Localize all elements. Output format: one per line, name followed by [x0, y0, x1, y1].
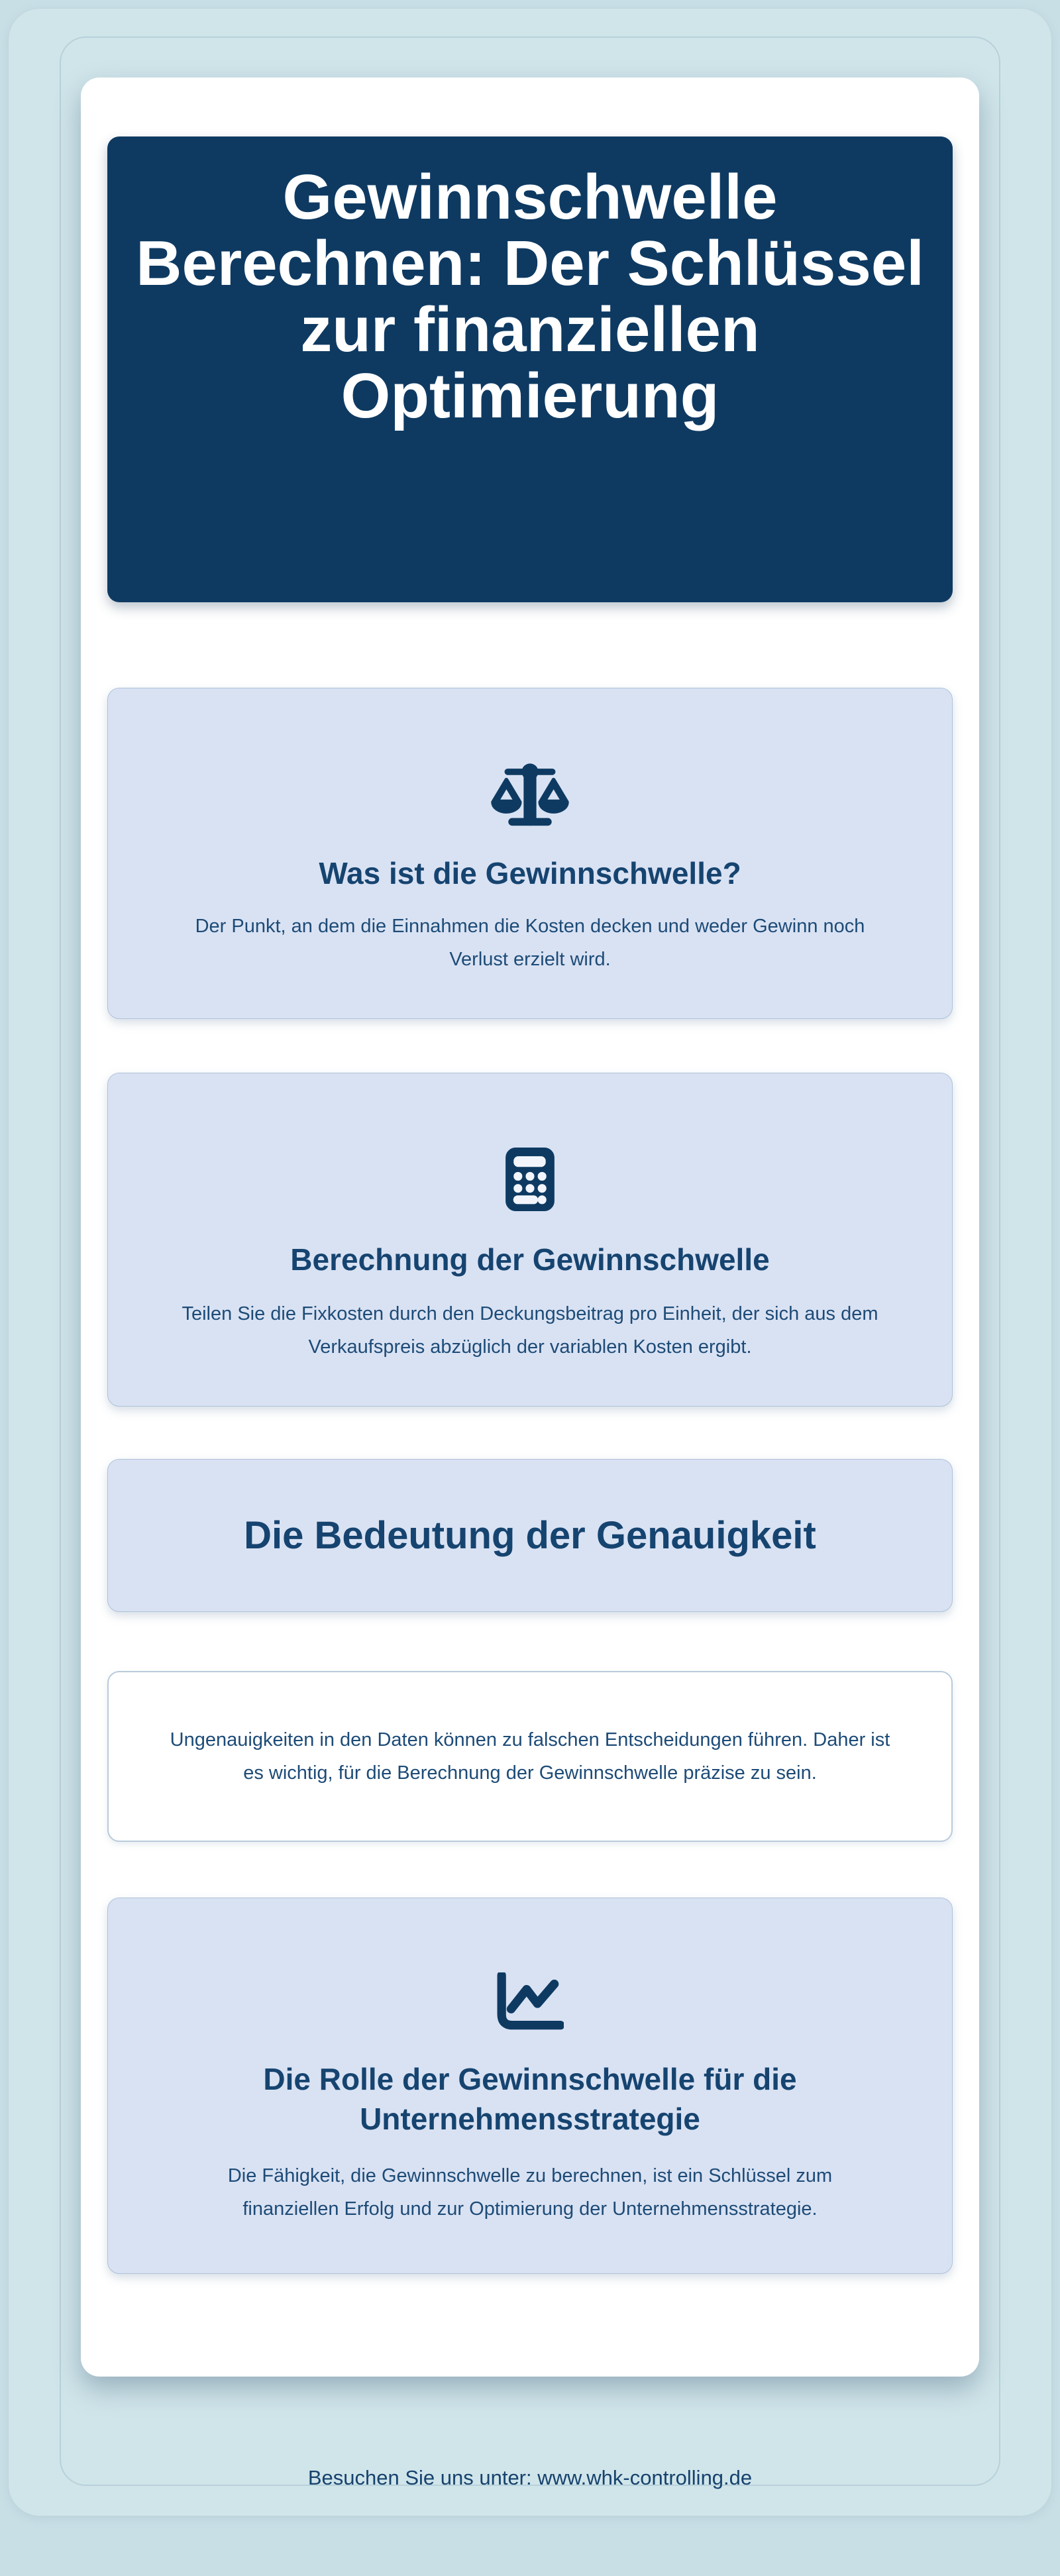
card-berechnung — [107, 1073, 953, 1407]
page-title-line: zur finanziellen — [300, 294, 760, 365]
chart-line-icon — [496, 1972, 564, 2032]
footer-visit-url-text: Besuchen Sie uns unter: www.whk-controlling.de — [307, 2466, 753, 2489]
section-heading: Die Bedeutung der Genauigkeit — [244, 1513, 816, 1557]
page-title-line: Berechnen: Der Schlüssel — [136, 228, 924, 299]
card-genauigkeit-note — [107, 1671, 953, 1842]
card-body-text: Die Fähigkeit, die Gewinnschwelle zu berechnen, ist ein Schlüssel zum finanziellen Erfolg und zur Optimierung der Unternehmensstrategie. — [227, 2165, 833, 2220]
scale-balanced-icon — [489, 761, 571, 829]
main-sheet — [81, 78, 979, 2377]
card-heading: Berechnung der Gewinnschwelle — [290, 1242, 770, 1277]
card-heading: Die Rolle der Gewinnschwelle für die Unternehmensstrategie — [263, 2062, 797, 2136]
calculator-icon — [505, 1148, 555, 1211]
page-title-line: Optimierung — [341, 360, 719, 431]
card-body-text: Teilen Sie die Fixkosten durch den Deckungsbeitrag pro Einheit, der sich aus dem Verkaufspreis abzüglich der variablen Kosten ergibt. — [182, 1303, 878, 1358]
card-unternehmensstrategie — [107, 1898, 953, 2274]
page-title-line: Gewinnschwelle — [282, 162, 778, 233]
title-banner — [107, 136, 953, 602]
card-what-is-gewinnschwelle — [107, 688, 953, 1019]
page-title — [107, 164, 953, 429]
card-heading: Was ist die Gewinnschwelle? — [319, 856, 741, 890]
card-section-heading-genauigkeit — [107, 1459, 953, 1612]
note-text: Ungenauigkeiten in den Daten können zu falschen Entscheidungen führen. Daher ist es wichtig, für die Berechnung der Gewinnschwelle präzise zu sein. — [170, 1729, 890, 1784]
card-body-text: Der Punkt, an dem die Einnahmen die Kosten decken und weder Gewinn noch Verlust erzielt wird. — [195, 915, 865, 970]
